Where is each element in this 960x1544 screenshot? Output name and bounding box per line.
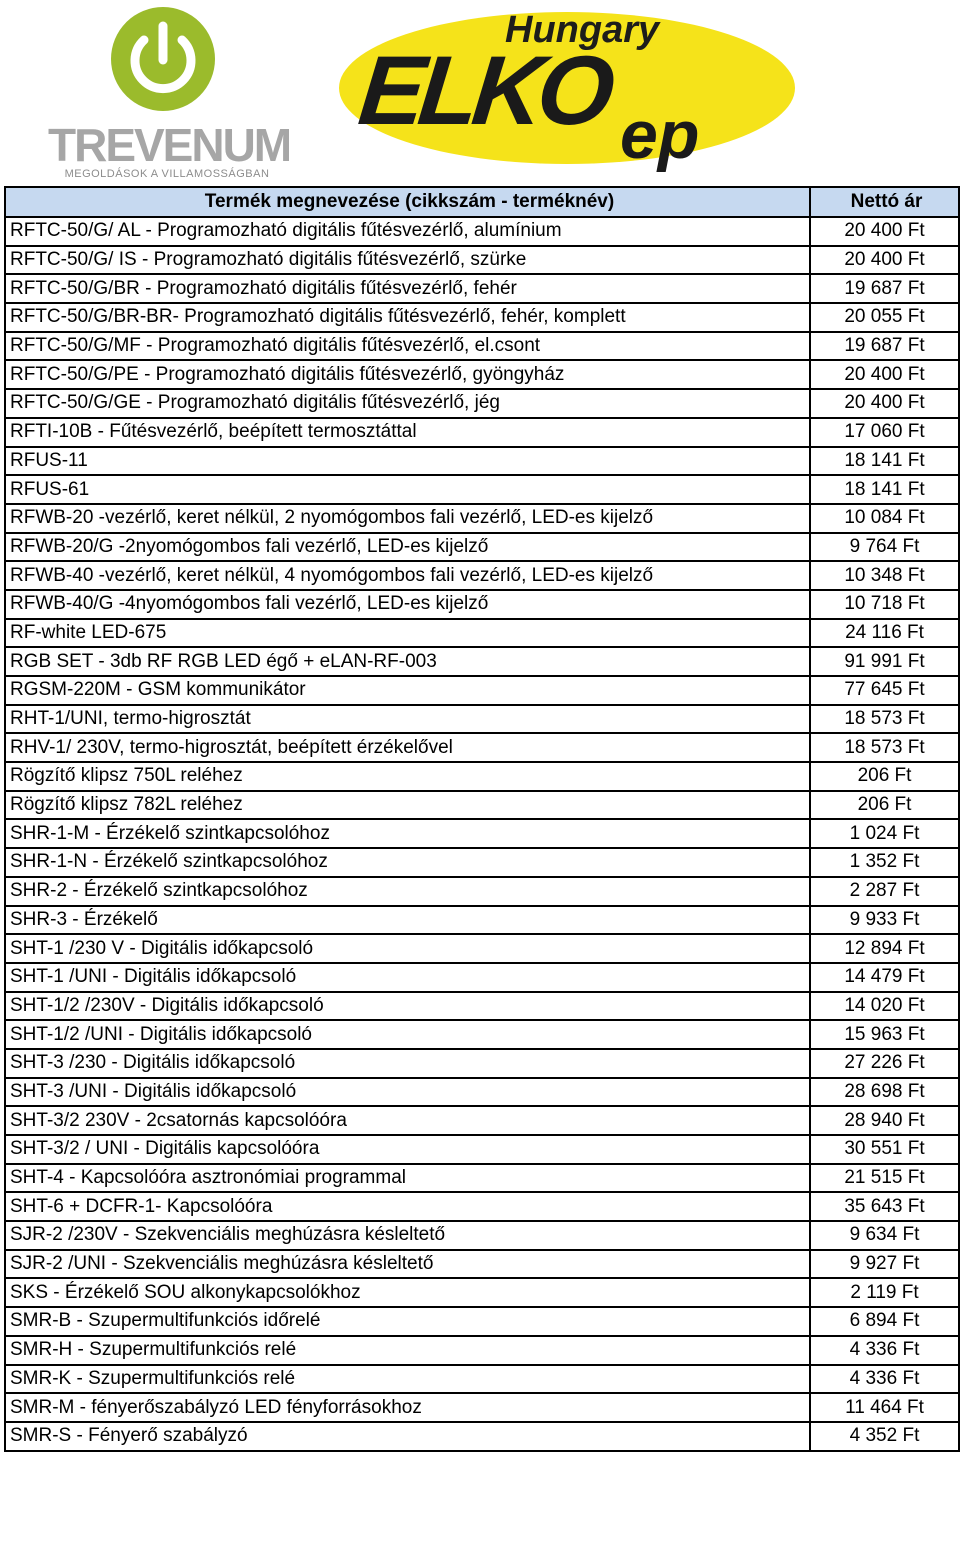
product-name-cell: SMR-S - Fényerő szabályzó <box>5 1422 810 1451</box>
product-name-cell: RFTC-50/G/ AL - Programozható digitális fűtésvezérlő, alumínium <box>5 217 810 246</box>
table-row <box>5 1020 959 1049</box>
price-cell: 10 084 Ft <box>810 504 959 533</box>
product-name-cell: RFWB-20 -vezérlő, keret nélkül, 2 nyomógombos fali vezérlő, LED-es kijelző <box>5 504 810 533</box>
price-cell: 206 Ft <box>810 762 959 791</box>
price-cell: 206 Ft <box>810 791 959 820</box>
price-cell: 14 020 Ft <box>810 992 959 1021</box>
price-cell: 28 698 Ft <box>810 1078 959 1107</box>
table-row <box>5 1307 959 1336</box>
price-cell: 14 479 Ft <box>810 963 959 992</box>
product-name-cell: SMR-K - Szupermultifunkciós relé <box>5 1365 810 1394</box>
price-cell: 4 352 Ft <box>810 1422 959 1451</box>
product-name-cell: RGB SET - 3db RF RGB LED égő + eLAN-RF-003 <box>5 647 810 676</box>
power-icon <box>108 4 218 114</box>
price-cell: 17 060 Ft <box>810 418 959 447</box>
table-row <box>5 389 959 418</box>
price-cell: 19 687 Ft <box>810 332 959 361</box>
price-cell: 4 336 Ft <box>810 1336 959 1365</box>
product-name-cell: SHR-2 - Érzékelő szintkapcsolóhoz <box>5 877 810 906</box>
table-row <box>5 1336 959 1365</box>
product-name-cell: RFTC-50/G/BR-BR- Programozható digitális fűtésvezérlő, fehér, komplett <box>5 303 810 332</box>
table-row <box>5 1164 959 1193</box>
product-name-cell: SKS - Érzékelő SOU alkonykapcsolókhoz <box>5 1278 810 1307</box>
table-row <box>5 1078 959 1107</box>
table-row <box>5 246 959 275</box>
net-price-header: Nettó ár <box>810 187 959 217</box>
product-name-cell: RFWB-20/G -2nyomógombos fali vezérlő, LED-es kijelző <box>5 533 810 562</box>
price-cell: 9 933 Ft <box>810 906 959 935</box>
price-table <box>4 186 960 1452</box>
product-name-cell: SJR-2 /230V - Szekvenciális meghúzásra késleltető <box>5 1221 810 1250</box>
table-row <box>5 705 959 734</box>
price-cell: 18 141 Ft <box>810 475 959 504</box>
price-cell: 9 634 Ft <box>810 1221 959 1250</box>
price-cell: 18 141 Ft <box>810 447 959 476</box>
product-name-cell: RGSM-220M - GSM kommunikátor <box>5 676 810 705</box>
product-name-cell: RFWB-40 -vezérlő, keret nélkül, 4 nyomógombos fali vezérlő, LED-es kijelző <box>5 561 810 590</box>
product-name-cell: SHT-1/2 /UNI - Digitális időkapcsoló <box>5 1020 810 1049</box>
price-cell: 1 352 Ft <box>810 848 959 877</box>
table-row <box>5 274 959 303</box>
product-name-cell: SHT-1 /230 V - Digitális időkapcsoló <box>5 934 810 963</box>
product-name-cell: Rögzítő klipsz 750L reléhez <box>5 762 810 791</box>
product-name-cell: RFTC-50/G/ IS - Programozható digitális fűtésvezérlő, szürke <box>5 246 810 275</box>
price-cell: 91 991 Ft <box>810 647 959 676</box>
price-cell: 11 464 Ft <box>810 1393 959 1422</box>
product-name-cell: RFUS-11 <box>5 447 810 476</box>
product-name-cell: RFTI-10B - Fűtésvezérlő, beépített termosztáttal <box>5 418 810 447</box>
price-cell: 2 287 Ft <box>810 877 959 906</box>
table-row <box>5 1278 959 1307</box>
table-row <box>5 1393 959 1422</box>
table-row <box>5 848 959 877</box>
table-row <box>5 418 959 447</box>
product-name-cell: SHT-1 /UNI - Digitális időkapcsoló <box>5 963 810 992</box>
price-cell: 19 687 Ft <box>810 274 959 303</box>
table-row <box>5 360 959 389</box>
table-row <box>5 992 959 1021</box>
table-row <box>5 1192 959 1221</box>
product-name-cell: RFUS-61 <box>5 475 810 504</box>
table-row <box>5 217 959 246</box>
price-cell: 10 348 Ft <box>810 561 959 590</box>
product-name-cell: RFWB-40/G -4nyomógombos fali vezérlő, LED-es kijelző <box>5 590 810 619</box>
elko-ep-text: ep <box>620 97 700 173</box>
table-row <box>5 762 959 791</box>
table-row <box>5 475 959 504</box>
table-row <box>5 1049 959 1078</box>
table-row <box>5 447 959 476</box>
product-name-cell: SHT-4 - Kapcsolóóra asztronómiai programmal <box>5 1164 810 1193</box>
table-row <box>5 561 959 590</box>
product-name-cell: SHT-1/2 /230V - Digitális időkapcsoló <box>5 992 810 1021</box>
price-cell: 20 400 Ft <box>810 389 959 418</box>
price-cell: 18 573 Ft <box>810 733 959 762</box>
price-cell: 30 551 Ft <box>810 1135 959 1164</box>
trevenum-wordmark: TREVENUM <box>48 119 291 171</box>
elko-hungary-text: Hungary <box>505 9 660 51</box>
product-name-header: Termék megnevezése (cikkszám - terméknév) <box>5 187 810 217</box>
price-cell: 20 400 Ft <box>810 360 959 389</box>
table-row <box>5 733 959 762</box>
table-row <box>5 533 959 562</box>
table-row <box>5 1221 959 1250</box>
price-cell: 4 336 Ft <box>810 1365 959 1394</box>
table-row <box>5 819 959 848</box>
product-name-cell: SHT-3/2 230V - 2csatornás kapcsolóóra <box>5 1106 810 1135</box>
table-row <box>5 906 959 935</box>
product-name-cell: SHT-3/2 / UNI - Digitális kapcsolóóra <box>5 1135 810 1164</box>
product-name-cell: SHR-1-N - Érzékelő szintkapcsolóhoz <box>5 848 810 877</box>
price-cell: 24 116 Ft <box>810 619 959 648</box>
page-header <box>0 0 960 185</box>
table-row <box>5 1422 959 1451</box>
price-cell: 15 963 Ft <box>810 1020 959 1049</box>
product-name-cell: SJR-2 /UNI - Szekvenciális meghúzásra késleltető <box>5 1250 810 1279</box>
price-cell: 18 573 Ft <box>810 705 959 734</box>
table-row <box>5 504 959 533</box>
price-cell: 12 894 Ft <box>810 934 959 963</box>
price-cell: 27 226 Ft <box>810 1049 959 1078</box>
table-row <box>5 1135 959 1164</box>
product-name-cell: SMR-H - Szupermultifunkciós relé <box>5 1336 810 1365</box>
price-cell: 9 927 Ft <box>810 1250 959 1279</box>
price-cell: 77 645 Ft <box>810 676 959 705</box>
table-row <box>5 963 959 992</box>
price-cell: 28 940 Ft <box>810 1106 959 1135</box>
table-header-row <box>5 187 959 217</box>
price-cell: 9 764 Ft <box>810 533 959 562</box>
table-row <box>5 1250 959 1279</box>
product-name-cell: RHT-1/UNI, termo-higrosztát <box>5 705 810 734</box>
elko-wordmark: ELKO <box>354 35 615 145</box>
table-body <box>5 217 959 1451</box>
table-row <box>5 332 959 361</box>
price-cell: 10 718 Ft <box>810 590 959 619</box>
product-name-cell: RF-white LED-675 <box>5 619 810 648</box>
price-cell: 20 400 Ft <box>810 246 959 275</box>
product-name-cell: SHT-3 /230 - Digitális időkapcsoló <box>5 1049 810 1078</box>
table-row <box>5 877 959 906</box>
table-row <box>5 1365 959 1394</box>
trevenum-tagline: MEGOLDÁSOK A VILLAMOSSÁGBAN <box>64 168 270 180</box>
table-row <box>5 590 959 619</box>
product-name-cell: SHT-6 + DCFR-1- Kapcsolóóra <box>5 1192 810 1221</box>
table-row <box>5 647 959 676</box>
price-cell: 20 400 Ft <box>810 217 959 246</box>
price-cell: 1 024 Ft <box>810 819 959 848</box>
price-cell: 2 119 Ft <box>810 1278 959 1307</box>
price-cell: 35 643 Ft <box>810 1192 959 1221</box>
price-cell: 21 515 Ft <box>810 1164 959 1193</box>
product-name-cell: RFTC-50/G/BR - Programozható digitális fűtésvezérlő, fehér <box>5 274 810 303</box>
product-name-cell: RFTC-50/G/MF - Programozható digitális fűtésvezérlő, el.csont <box>5 332 810 361</box>
table-row <box>5 303 959 332</box>
product-name-cell: SHR-3 - Érzékelő <box>5 906 810 935</box>
product-name-cell: SHR-1-M - Érzékelő szintkapcsolóhoz <box>5 819 810 848</box>
table-row <box>5 676 959 705</box>
product-name-cell: RHV-1/ 230V, termo-higrosztát, beépített érzékelővel <box>5 733 810 762</box>
product-name-cell: SHT-3 /UNI - Digitális időkapcsoló <box>5 1078 810 1107</box>
product-name-cell: SMR-M - fényerőszabályzó LED fényforrásokhoz <box>5 1393 810 1422</box>
product-name-cell: RFTC-50/G/GE - Programozható digitális fűtésvezérlő, jég <box>5 389 810 418</box>
table-row <box>5 619 959 648</box>
product-name-cell: SMR-B - Szupermultifunkciós időrelé <box>5 1307 810 1336</box>
table-row <box>5 791 959 820</box>
product-name-cell: RFTC-50/G/PE - Programozható digitális fűtésvezérlő, gyöngyház <box>5 360 810 389</box>
price-cell: 20 055 Ft <box>810 303 959 332</box>
product-name-cell: Rögzítő klipsz 782L reléhez <box>5 791 810 820</box>
price-cell: 6 894 Ft <box>810 1307 959 1336</box>
table-row <box>5 1106 959 1135</box>
table-row <box>5 934 959 963</box>
